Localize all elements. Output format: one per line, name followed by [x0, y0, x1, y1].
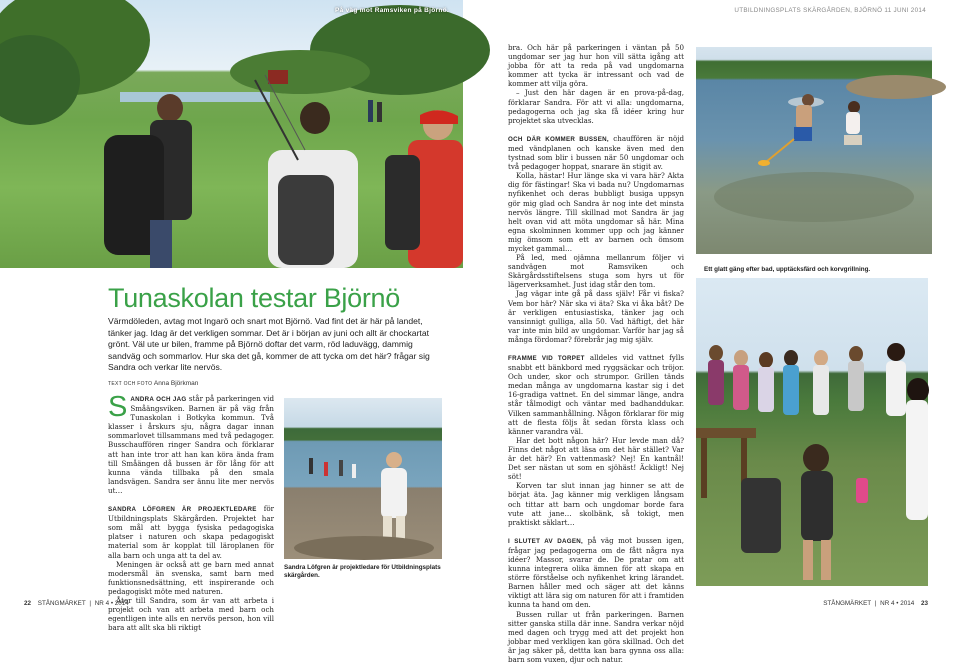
- photo-group-after-bath: [696, 278, 928, 586]
- paragraph: alldeles vid vattnet fylls snabbt ett bänkbord med ryggsäckar och tröjor. Och under, skor och strumpor. Grillen tänds medan många av ungdomarna kastar sig i det 16-gradiga vattnet. En del simmar länge, andra står tålmodigt och väntar med badhanddukar. Vilken sammanhållning. Någon förklarar för mig att de flesta följs åt sedan första klass och känner varandra väl.: [508, 353, 684, 436]
- paragraph-lead: SANDRA LÖFGREN ÄR PROJEKTLEDARE: [108, 506, 257, 514]
- paragraph: Kolla, hästar! Hur länge ska vi vara här? Akta dig för fästingar! Ska vi bada nu? Ungdomarnas nyfikenhet och deras bubbligt busiga uppsyn gör mig glad och Sandra är nog inte det minsta nervös längre. Till skillnad mot Sandra är jag helt ovan vid att möta ungdomar så här. Mina egna skolminnen kommer upp och jag känner mig ömsom som ett av barnen och ömsom mycket gammal…: [508, 171, 684, 253]
- byline-name: Anna Björkman: [153, 380, 199, 387]
- paragraph: Korven tar slut innan jag hinner se att de börjat äta. Jag känner mig verkligen långsam och tittar att barn och ungdomar borde fara vute att jane… skolbänk, så tokigt, men praktiskt säklart…: [508, 481, 684, 527]
- footer-right: STÅNGMÄRKET | NR 4 • 2014 23: [823, 600, 928, 607]
- page-number-left: 22: [24, 600, 32, 607]
- photo-right-bottom-caption: Ett glatt gäng efter bad, upptäcksfärd och korvgrillning.: [704, 266, 871, 273]
- paragraph: – Just den här dagen är en prova-på-dag, förklarar Sandra. För att vi alla: ungdomarna, pedagogerna och jag ska få idéer kring hur projektet ska utvecklas.: [508, 88, 684, 125]
- header-photo-caption: På väg mot Ramsviken på Björnö.: [334, 7, 449, 14]
- footer-issue: NR 4 • 2014: [880, 600, 915, 607]
- paragraph: Meningen är också att ge barn med annat modersmål än svenska, samt barn med funktionsnedsättning, ett inspirerande och pedagogiskt möte med naturen.: [108, 559, 274, 596]
- footer-left: 22 STÅNGMÄRKET | NR 4 • 2014: [24, 600, 129, 607]
- paragraph-lead: OCH DÄR KOMMER BUSSEN,: [508, 135, 609, 143]
- article-title: Tunaskolan testar Björnö: [108, 283, 400, 313]
- paragraph: chauffören är nöjd med vändplanen och kanske även med den tystnad som blir i bussen när 50 ungdomar och två pedagoger hoppat, snarare än stigit av.: [508, 133, 684, 172]
- paragraph: Jag vägar inte gå på dass själv! Får vi fiska? Vem bor här? När ska vi äta? Ska vi åka båt? De är verkligen entusiastiska, tänker jag och vansinnigt gulliga, alla 50. Vad häftigt, det här var inte min bild av ungdomar. Varför har jag så många fördomar? förebrår jag mig själv.: [508, 289, 684, 344]
- paragraph: står på parkeringen vid Småängsviken. Barnen är på väg från Tunaskolan i Botkyka kommun. Två klasser i årskurs sju, några dagar innan sommarlovet tillsammans med två pedagoger. Busschauffören ringer Sandra och förklarar att han inte tror att han kan köra ända fram till Småängen då bussen är för lång för att kunna vända tillbaka på den smala landsvägen. Sandra ser ännu lite mer nervös ut…: [108, 394, 274, 495]
- paragraph: bra. Och här på parkeringen i väntan på 50 ungdomar ser jag hur hon vill sätta igång att jobba för att ta reda på vad ungdomarna kommer att tycka är intressant och vad de kommer att vilja göra.: [508, 43, 684, 89]
- photo-sandra-shore: [284, 398, 442, 559]
- byline: [108, 380, 198, 387]
- paragraph-lead: I SLUTET AV DAGEN,: [508, 537, 584, 545]
- byline-label: TEXT OCH FOTO: [108, 381, 153, 387]
- paragraph-lead: ANDRA OCH JAG: [130, 396, 187, 403]
- paragraph: på väg mot bussen igen, frågar jag pedagogerna om de fått några nya idéer? Massor, svarar de. De pratar om att kunna integrera olika ämnen för att skapa en större förståelse och nyfikenhet kring lärandet. Barnen håller med och säger att det känns viktigt att lära sig om naturen för att i framtiden kunna ta hand om den.: [508, 535, 684, 610]
- drop-cap: S: [108, 391, 128, 423]
- paragraph: På led, med ojämna mellanrum följer vi sandvägen mot Ramsviken och Skärgårdsstiftelsens stuga som hyrs ut för lägerverksamhet. Just idag står den tom.: [508, 253, 684, 290]
- article-ingress: Värmdöleden, avtag mot Ingarö och snart mot Björnö. Vad fint det är här på landet, tänker jag. Idag är det verkligen sommar. Det är i början av juni och allt är chockartat grönt. Väl ute ur bilen, framme på Björnö doftar det varm, röd laduvägg, dammig sandväg och sommarlov. Hur ska det gå, kommer de att tycka om det här? frågar sig Sandra och verkar lite nervös.: [108, 316, 430, 372]
- photo-center-caption: Sandra Löfgren är projektledare för Utbildningsplats skärgården.: [284, 564, 441, 579]
- column-1: [108, 391, 275, 633]
- footer-magazine: STÅNGMÄRKET: [37, 600, 86, 607]
- paragraph-lead: FRAMME VID TORPET: [508, 355, 585, 362]
- paragraph: för Utbildningsplats Skärgården. Projektet har som mål att bygga fysiska pedagogiska platser i naturen och skapa pedagogiskt material som är kopplat till läroplanen för alla barn och unga att ta del av.: [108, 504, 275, 560]
- column-3: [508, 43, 684, 664]
- photo-kids-in-water: [696, 47, 932, 254]
- page-number-right: 23: [920, 600, 928, 607]
- paragraph: Har det bott någon här? Hur levde man då? Finns det något att läsa om det här stället? Var är det här? En vattenmask? Nej! En kantnål! Det ser nästan ut som en sjöhäst! Äckligt! Nej söt!: [508, 435, 684, 482]
- footer-issue: NR 4 • 2014: [94, 600, 129, 607]
- paragraph: Bussen rullar ut från parkeringen. Barnen sitter ganska stilla där inne. Sandra verkar nöjd med dagen och trygg med att det projekt hon jobbar med verkligen kan göra skillnad. Och det är jag säker på, dettta kan bara gynna oss alla: barn som vuxen, djur och natur.: [508, 609, 684, 664]
- footer-magazine: STÅNGMÄRKET: [823, 600, 872, 607]
- header-right: UTBILDNINGSPLATS SKÄRGÅRDEN, BJÖRNÖ 11 JUNI 2014: [734, 7, 926, 14]
- photo-kids-walking: [0, 0, 463, 268]
- paragraph: Åter till Sandra, som är van att arbeta i projekt och van att arbeta med barn och egentligen inte alls en nervös person, hon vill bara att allt ska bli riktigt: [108, 595, 274, 633]
